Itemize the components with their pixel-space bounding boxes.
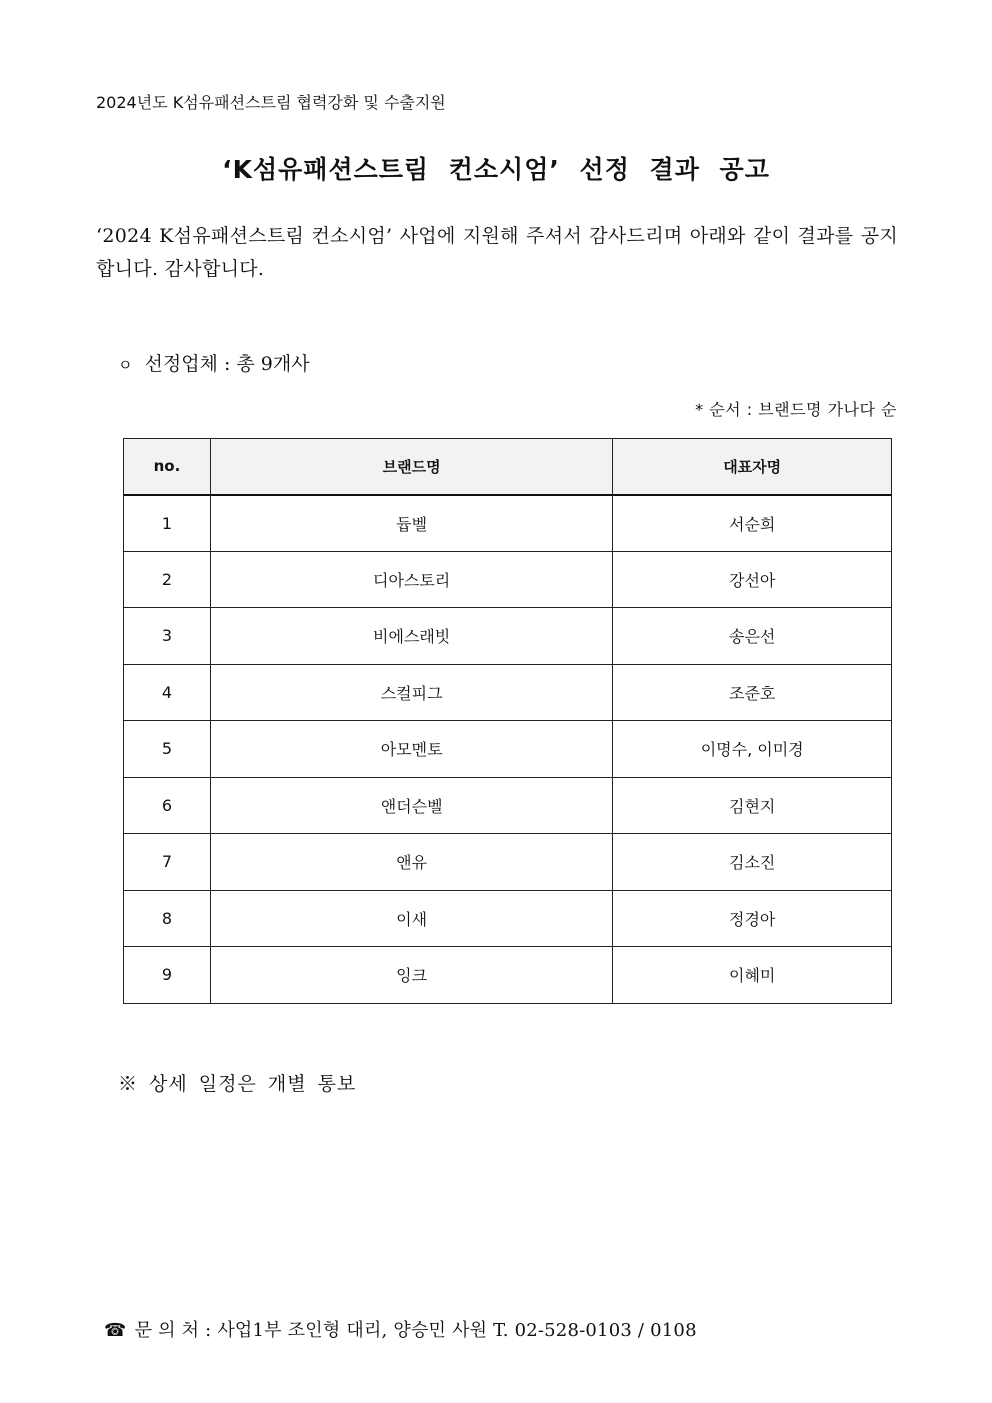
table-row [124,664,892,721]
row-representative: 정경아 [613,890,892,947]
header-representative: 대표자명 [613,439,892,495]
row-no: 6 [124,777,211,834]
bullet-icon: ㅇ [118,356,133,374]
row-representative: 송은선 [613,608,892,665]
intro-paragraph: ‘2024 K섬유패션스트림 컨소시엄’ 사업에 지원해 주셔서 감사드리며 아래와 같이 결과를 공지합니다. 감사합니다. [96,225,898,280]
row-representative: 김현지 [613,777,892,834]
row-brand: 아모멘토 [210,721,612,778]
contact-line [104,1316,697,1342]
row-no: 8 [124,890,211,947]
row-representative: 이명수, 이미경 [613,721,892,778]
row-brand: 앤유 [210,834,612,891]
contact-text: 문 의 처 : 사업1부 조인형 대리, 양승민 사원 T. 02-528-0103 / 0108 [134,1320,697,1341]
row-brand: 앤더슨벨 [210,777,612,834]
row-no: 1 [124,495,211,552]
table-row [124,495,892,552]
row-representative: 강선아 [613,551,892,608]
row-representative: 서순희 [613,495,892,552]
row-representative: 이혜미 [613,947,892,1004]
table-row [124,608,892,665]
row-no: 2 [124,551,211,608]
results-table [123,438,892,1004]
table-row [124,834,892,891]
row-brand: 듑벨 [210,495,612,552]
table-header-row [124,439,892,495]
row-brand: 스컬피그 [210,664,612,721]
row-brand: 잉크 [210,947,612,1004]
table-row [124,890,892,947]
table-row [124,947,892,1004]
document-header: 2024년도 K섬유패션스트림 협력강화 및 수출지원 [96,93,446,112]
table-row [124,777,892,834]
row-representative: 조준호 [613,664,892,721]
table-row [124,721,892,778]
phone-icon: ☎ [104,1320,127,1341]
row-brand: 비에스래빗 [210,608,612,665]
header-no: no. [124,439,211,495]
row-brand: 디아스토리 [210,551,612,608]
row-brand: 이새 [210,890,612,947]
row-no: 7 [124,834,211,891]
selection-summary-text: 선정업체 : 총 9개사 [144,353,310,375]
schedule-note: ※ 상세 일정은 개별 통보 [118,1073,357,1095]
row-no: 4 [124,664,211,721]
page-title: ‘K섬유패션스트림 컨소시엄’ 선정 결과 공고 [222,155,770,184]
row-no: 5 [124,721,211,778]
header-brand: 브랜드명 [210,439,612,495]
row-representative: 김소진 [613,834,892,891]
order-note: * 순서 : 브랜드명 가나다 순 [695,400,897,419]
table-row [124,551,892,608]
selection-summary [118,349,310,376]
row-no: 9 [124,947,211,1004]
row-no: 3 [124,608,211,665]
